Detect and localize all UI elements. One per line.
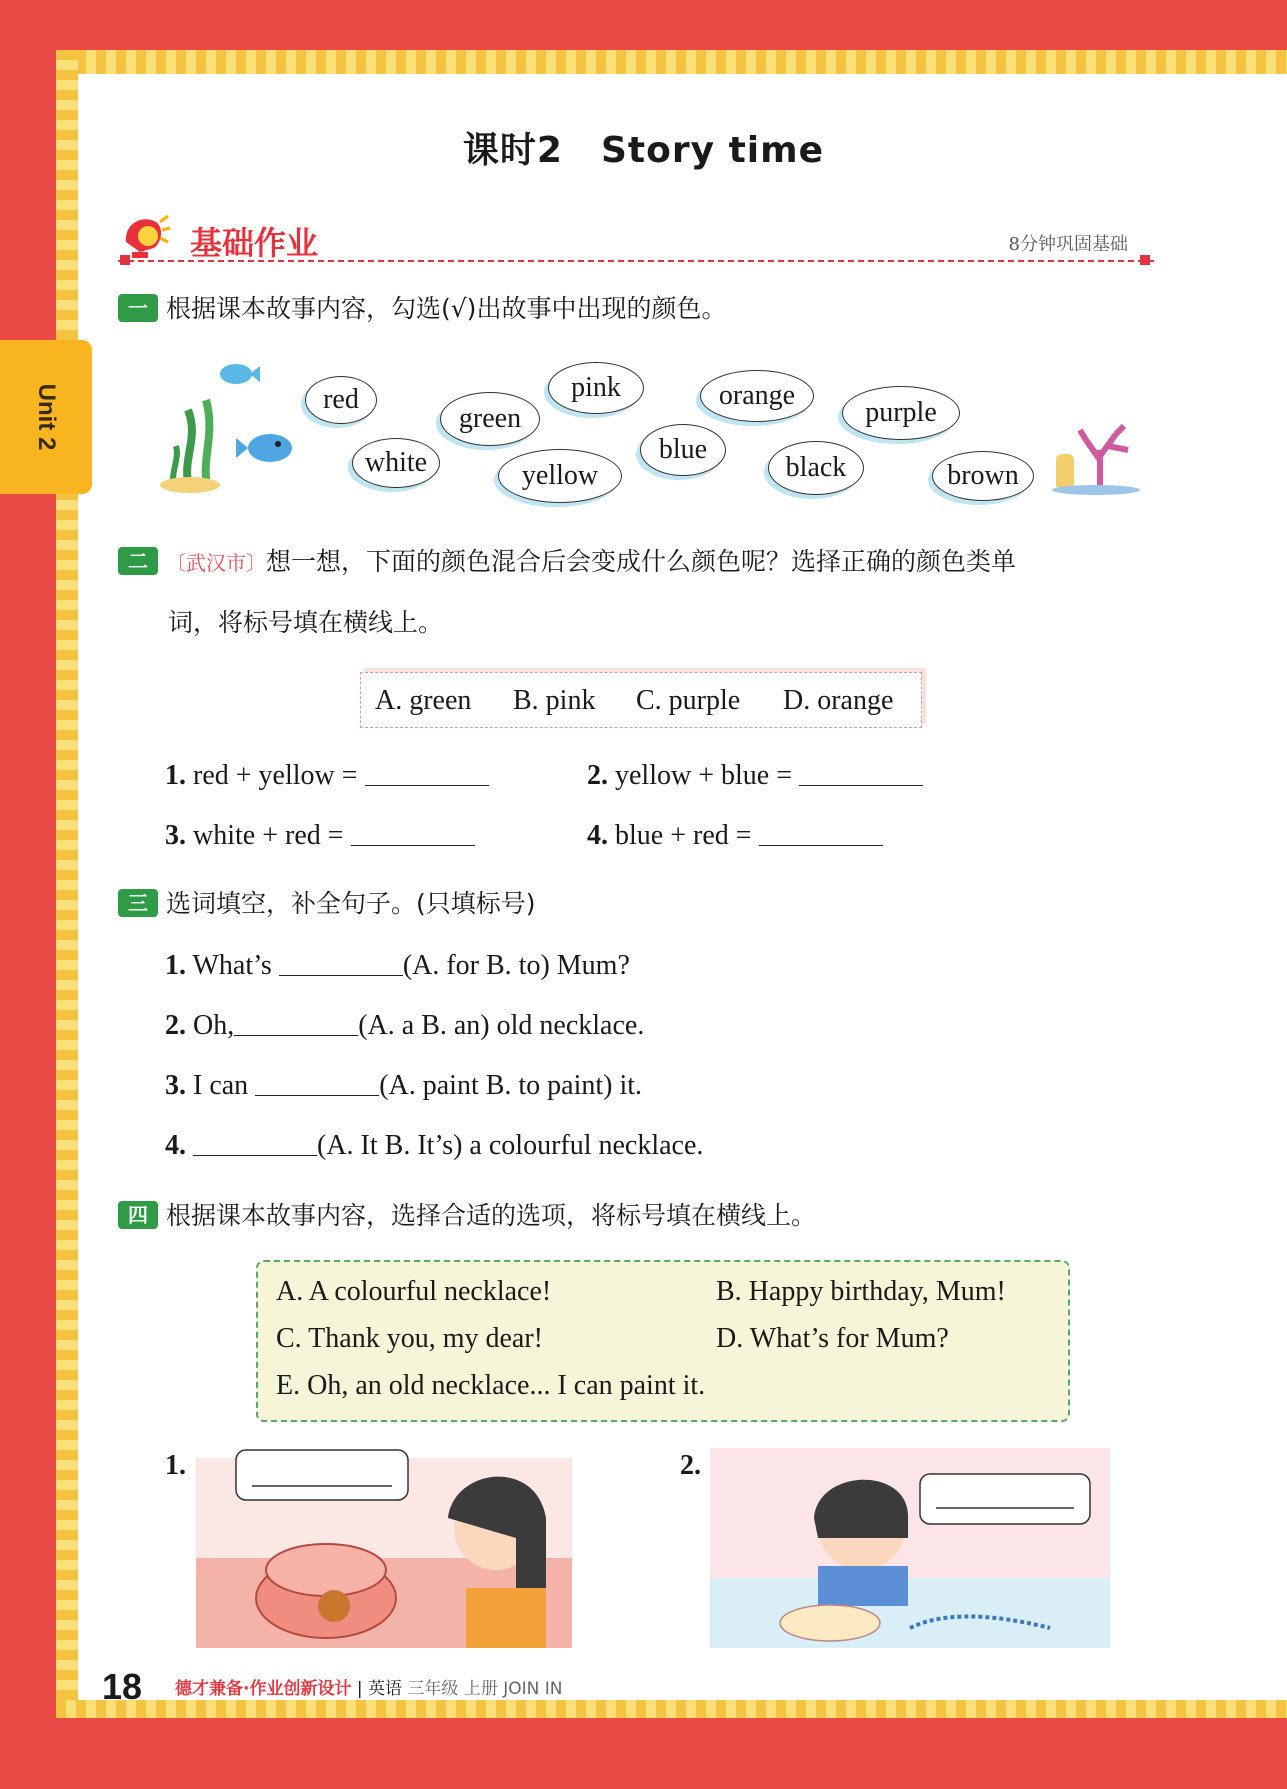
- color-bubble-red[interactable]: red: [305, 376, 377, 424]
- q2-badge: 二: [118, 547, 158, 575]
- color-bubble-brown[interactable]: brown: [932, 451, 1034, 501]
- q2-item-2: 2. yellow + blue =: [587, 760, 923, 792]
- q3-answer-blank[interactable]: [193, 1133, 317, 1156]
- q2-item-1: 1. red + yellow =: [165, 760, 489, 792]
- top-border-decoration: [56, 50, 1287, 74]
- color-bubble-pink[interactable]: pink: [548, 362, 644, 414]
- q4-prompt: [118, 1200, 816, 1232]
- seaweed-fish-illustration: [160, 360, 300, 495]
- color-bubble-purple[interactable]: purple: [842, 386, 960, 440]
- divider-end-mark: [1140, 255, 1150, 265]
- coral-illustration: [1050, 420, 1145, 495]
- bottom-border-decoration: [56, 1700, 1287, 1718]
- q2-option-a: A. green: [375, 685, 472, 716]
- q2-text-line2: 词，将标号填在横线上。: [168, 608, 444, 637]
- unit-tab: [0, 340, 92, 494]
- q3-prompt: [118, 888, 536, 920]
- section-header: [118, 212, 1158, 268]
- section-note: 8分钟巩固基础: [1008, 234, 1128, 255]
- q4-option-d: D. What’s for Mum?: [716, 1323, 949, 1354]
- divider-start-mark: [120, 255, 130, 265]
- q1-badge: 一: [118, 294, 158, 322]
- q3-item-2: 2. Oh, (A. a B. an) old necklace.: [165, 1010, 645, 1041]
- q4-option-b: B. Happy birthday, Mum!: [716, 1276, 1006, 1307]
- unit-tab-label: Unit 2: [33, 383, 60, 451]
- q3-badge: 三: [118, 889, 158, 917]
- page-title: [0, 122, 1287, 173]
- color-bubble-white[interactable]: white: [352, 438, 440, 488]
- section-title: 基础作业: [190, 224, 319, 262]
- q2-item-3: 3. white + red =: [165, 820, 475, 852]
- lesson-name: Story time: [600, 130, 825, 171]
- q2-text-line1: 想一想，下面的颜色混合后会变成什么颜色呢？选择正确的颜色类单: [266, 547, 1017, 576]
- color-bubble-green[interactable]: green: [440, 392, 540, 446]
- q2-options-box: [360, 672, 922, 728]
- page-number: 18: [102, 1666, 143, 1707]
- q3-item-4: 4. (A. It B. It’s) a colourful necklace.: [165, 1130, 704, 1161]
- q2-item-4: 4. blue + red =: [587, 820, 883, 852]
- q3-item-1: 1. What’s (A. for B. to) Mum?: [165, 950, 630, 981]
- color-bubble-blue[interactable]: blue: [640, 424, 726, 476]
- q3-answer-blank[interactable]: [279, 953, 403, 976]
- left-border-decoration: [56, 50, 78, 1710]
- q1-text: 根据课本故事内容，勾选(√)出故事中出现的颜色。: [166, 294, 727, 323]
- footer-series: [175, 1674, 563, 1699]
- q3-answer-blank[interactable]: [255, 1073, 379, 1096]
- footer-subject: 英语: [368, 1679, 403, 1699]
- footer-grade: 三年级 上册 JOIN IN: [407, 1679, 563, 1699]
- q2-answer-blank[interactable]: [799, 763, 923, 786]
- footer-brand: 德才兼备·作业创新设计: [175, 1679, 352, 1699]
- q2-region: 〔武汉市〕: [166, 551, 266, 575]
- q2-answer-blank[interactable]: [759, 823, 883, 846]
- q2-option-b: B. pink: [513, 685, 596, 716]
- lesson-number: 课时2: [462, 130, 563, 171]
- q2-prompt: [118, 546, 1016, 579]
- q4-badge: 四: [118, 1201, 158, 1229]
- q2-answer-blank[interactable]: [365, 763, 489, 786]
- q2-option-c: C. purple: [636, 685, 741, 716]
- q3-text: 选词填空，补全句子。(只填标号): [166, 889, 536, 918]
- q4-option-a: A. A colourful necklace!: [276, 1276, 552, 1307]
- q4-picture-1: [196, 1448, 572, 1648]
- q3-answer-blank[interactable]: [234, 1013, 358, 1036]
- q4-option-e: E. Oh, an old necklace... I can paint it.: [276, 1370, 706, 1401]
- color-bubble-black[interactable]: black: [768, 441, 864, 495]
- q1-prompt: [118, 293, 726, 325]
- color-bubble-orange[interactable]: orange: [700, 370, 814, 422]
- q4-options-box: [256, 1260, 1070, 1422]
- color-bubble-yellow[interactable]: yellow: [498, 449, 622, 503]
- q3-item-3: 3. I can (A. paint B. to paint) it.: [165, 1070, 643, 1101]
- q2-answer-blank[interactable]: [351, 823, 475, 846]
- q4-picture-1-number: 1.: [165, 1450, 186, 1481]
- q4-option-c: C. Thank you, my dear!: [276, 1323, 543, 1354]
- q4-picture-2-number: 2.: [680, 1450, 701, 1481]
- footer-divider: |: [356, 1679, 363, 1699]
- section-divider: [118, 260, 1154, 262]
- q4-picture-2: [710, 1448, 1110, 1648]
- q2-option-d: D. orange: [783, 685, 894, 716]
- q4-text: 根据课本故事内容，选择合适的选项，将标号填在横线上。: [166, 1201, 817, 1230]
